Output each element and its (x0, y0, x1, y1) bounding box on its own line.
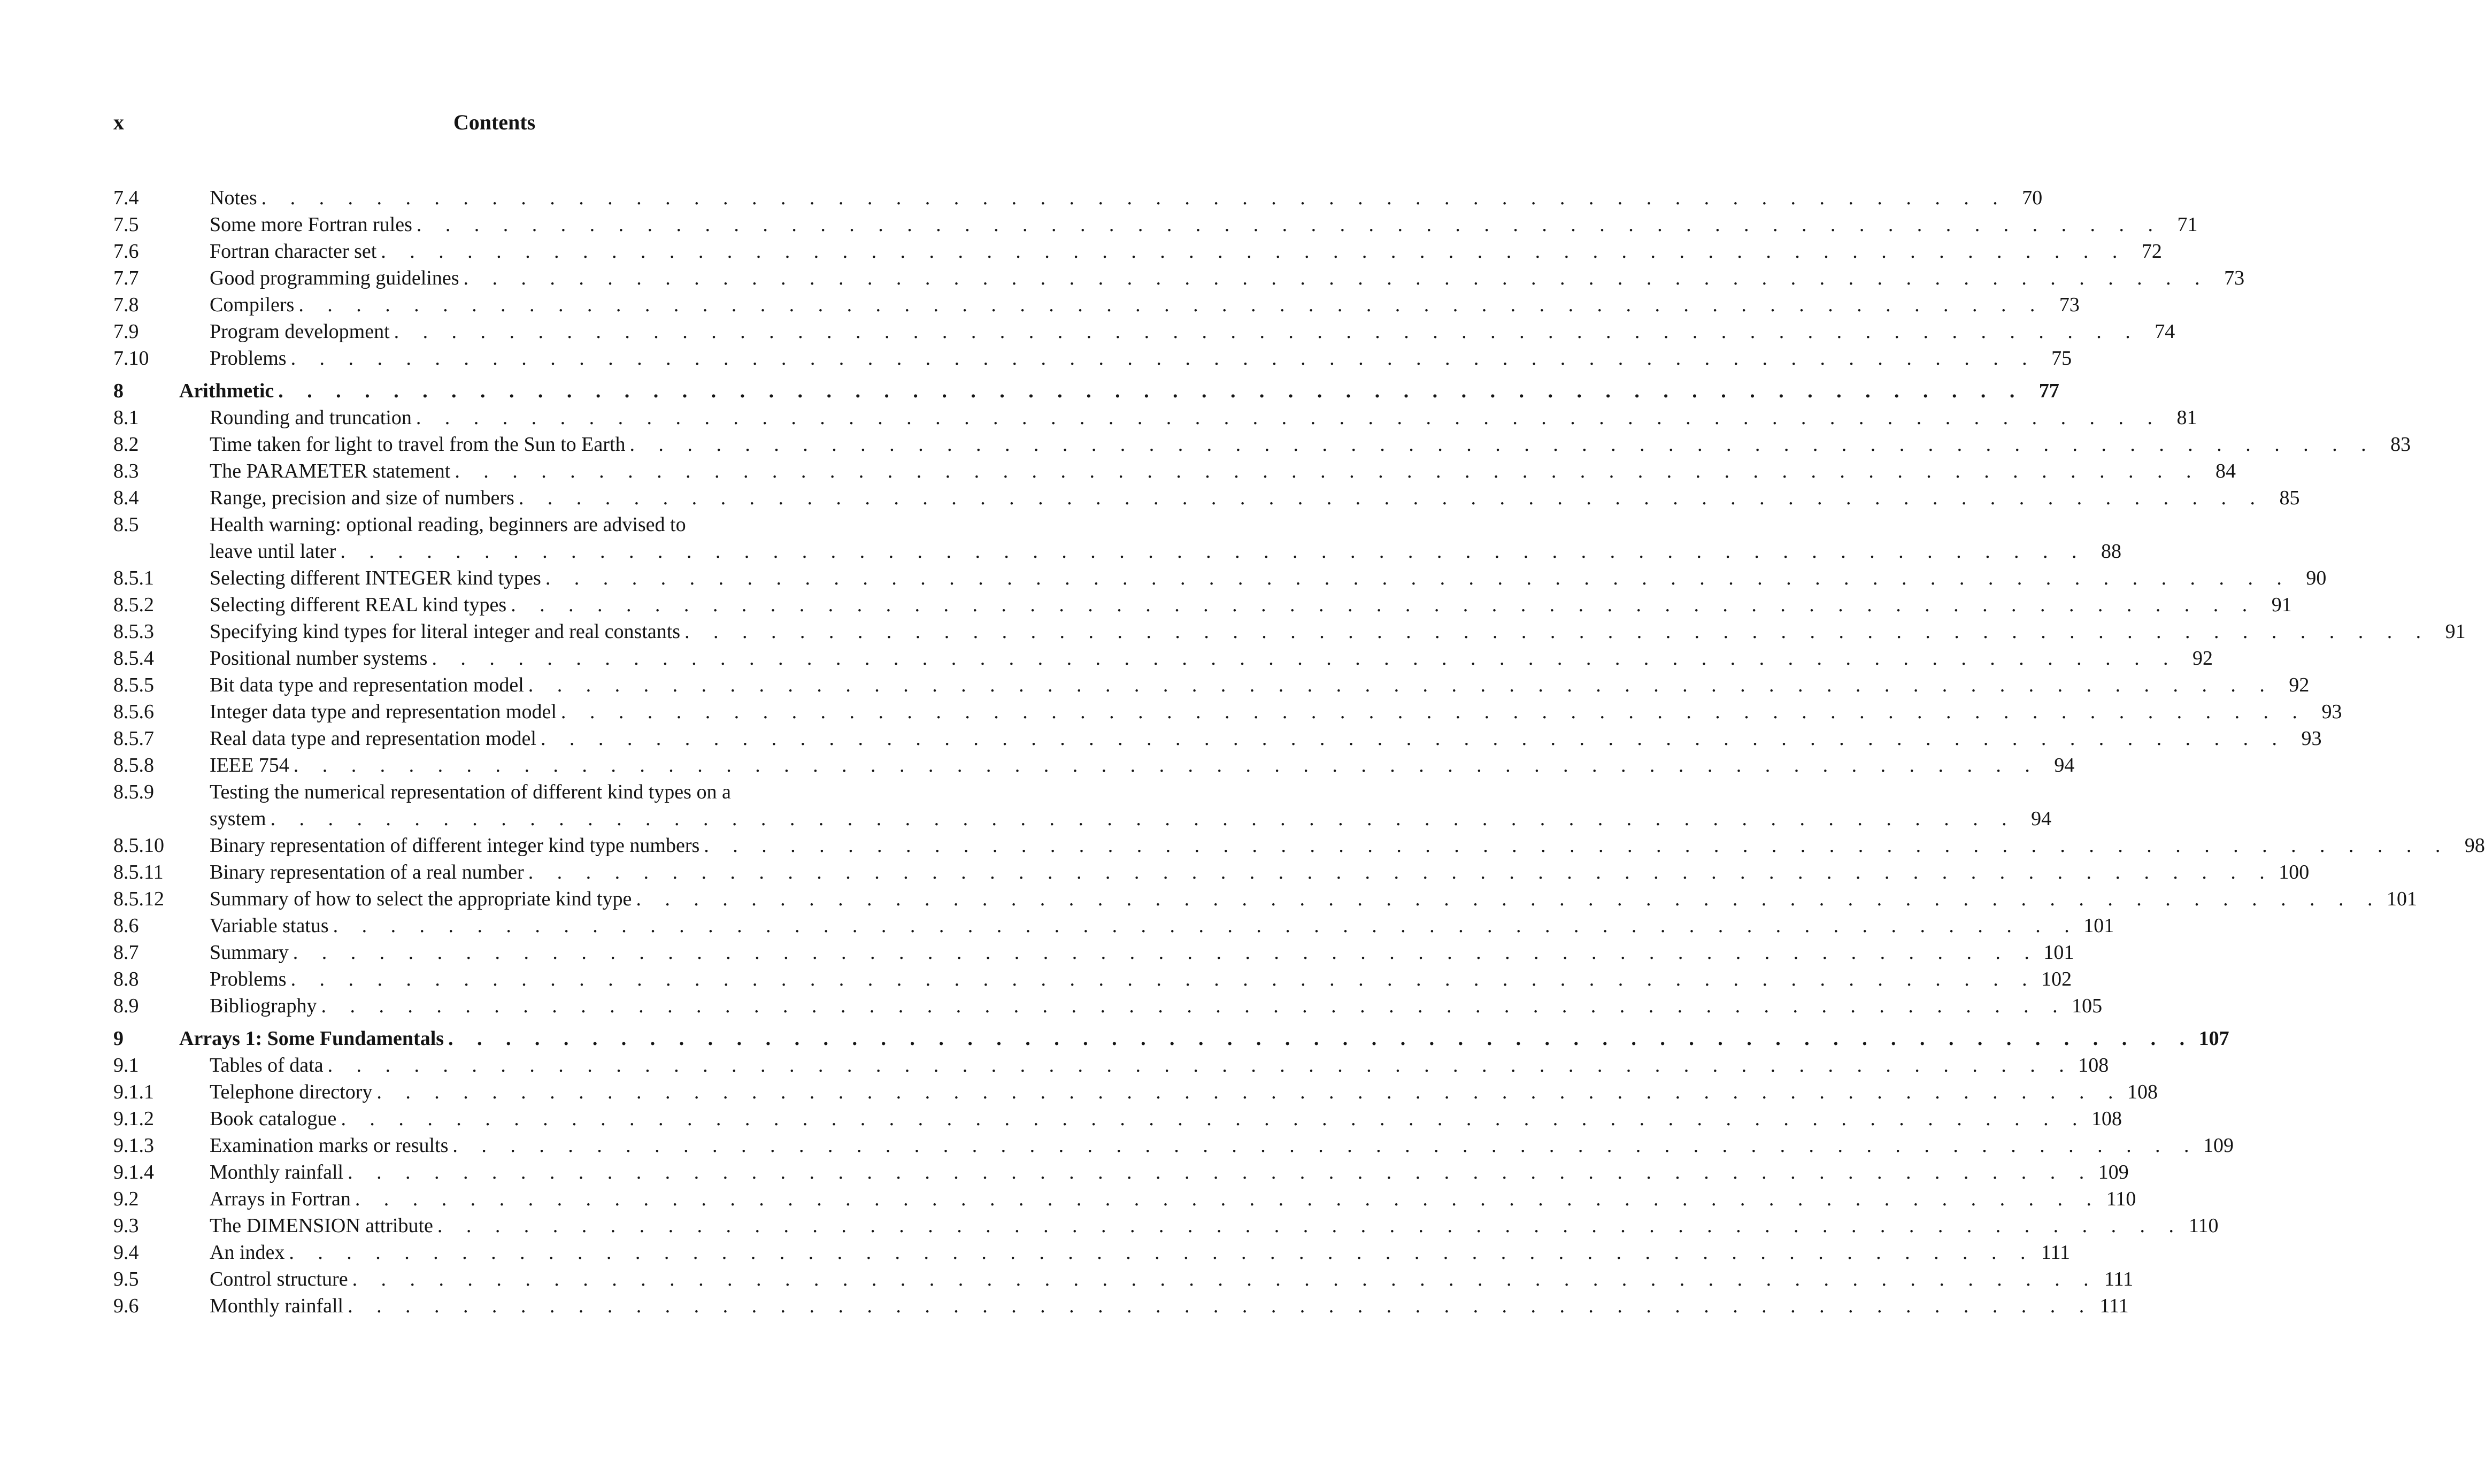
toc-dot-leader: . . . . . . . . . . . . . . . . . . . . . . . . . . . . . . . . . . . . . . . . . . . . . . . . . . . . . . . . . . . . . (629, 433, 2376, 456)
toc-entry-page: 98 (2464, 834, 2485, 857)
toc-entry-title: Positional number systems (210, 647, 428, 670)
toc-entry-page: 109 (2098, 1161, 2129, 1183)
toc-entry-title: Summary (210, 941, 289, 964)
toc-entry-number: 8.5.5 (113, 674, 154, 696)
toc-entry-title: Monthly rainfall (210, 1161, 344, 1183)
toc-entry-page: 93 (2301, 727, 2322, 750)
toc-entry-number: 9.1.2 (113, 1108, 154, 1130)
toc-entry-title: Arrays in Fortran (210, 1188, 351, 1210)
toc-dot-leader: . . . . . . . . . . . . . . . . . . . . . . . . . . . . . . . . . . . . . . . . . . . . . . . . . . . . . . . . . . . . . (290, 968, 2037, 990)
toc-entry-number: 9.3 (113, 1214, 139, 1237)
toc-entry-title: The DIMENSION attribute (210, 1214, 433, 1237)
toc-dot-leader: . . . . . . . . . . . . . . . . . . . . . . . . . . . . . . . . . . . . . . . . . . . . . . . . . . . . . . . . . . . . . (463, 267, 2210, 289)
toc-dot-leader: . . . . . . . . . . . . . . . . . . . . . . . . . . . . . . . . . . . . . . . . . . . . . . . . . . . . . . . . . . . . . (381, 240, 2127, 263)
toc-entry-title: Examination marks or results (210, 1134, 449, 1157)
toc-entry-title: Some more Fortran rules (210, 213, 412, 236)
toc-chapter-entry (113, 378, 2059, 404)
toc-entry-number: 8.5.10 (113, 834, 164, 857)
toc-dot-leader: . . . . . . . . . . . . . . . . . . . . . . . . . . . . . . . . . . . . . . . . . . . . . . . . . . . . . . . . . . . . . (416, 213, 2163, 236)
toc-entry (113, 265, 2245, 291)
toc-entry-title: An index (210, 1241, 285, 1264)
toc-entry-title: Program development (210, 320, 390, 343)
toc-dot-leader: . . . . . . . . . . . . . . . . . . . . . . . . . . . . . . . . . . . . . . . . . . . . . . . . . . . . . . . . . . . . . (455, 460, 2201, 482)
toc-entry-title: Problems (210, 968, 287, 990)
toc-entry (113, 511, 872, 538)
toc-entry-title: Integer data type and representation model (210, 701, 557, 723)
toc-entry-title: Binary representation of different integer kind type numbers (210, 834, 700, 857)
toc-entry-page: 110 (2106, 1188, 2136, 1210)
toc-dot-leader: . . . . . . . . . . . . . . . . . . . . . . . . . . . . . . . . . . . . . . . . . . . . . . . . . . . . . . . . . . . . . (511, 594, 2257, 616)
toc-entry-number: 7.9 (113, 320, 139, 343)
toc-entry-number: 8.2 (113, 433, 139, 456)
toc-entry-number: 8.3 (113, 460, 139, 482)
toc-entry-number: 8.1 (113, 406, 139, 429)
toc-entry (113, 591, 2292, 618)
toc-entry-page: 88 (2101, 540, 2121, 563)
toc-entry (113, 211, 2198, 238)
toc-entry-page: 111 (2099, 1295, 2129, 1317)
toc-entry-page: 81 (2176, 406, 2197, 429)
toc-entry-title: Variable status (210, 914, 329, 937)
toc-entry-title: system (210, 808, 266, 830)
toc-entry (113, 1105, 2122, 1132)
toc-entry-title: Time taken for light to travel from the Sun to Earth (210, 433, 626, 456)
toc-entry (113, 1186, 2136, 1212)
toc-dot-leader: . . . . . . . . . . . . . . . . . . . . . . . . . . . . . . . . . . . . . . . . . . . . . . . . . . . . . . . . . . . . . (341, 1108, 2087, 1130)
toc-entry-title: IEEE 754 (210, 754, 289, 776)
toc-entry-number: 8.5.2 (113, 594, 154, 616)
toc-entry-title: Selecting different REAL kind types (210, 594, 507, 616)
toc-dot-leader: . . . . . . . . . . . . . . . . . . . . . . . . . . . . . . . . . . . . . . . . . . . . . . . . . . . . . . . . . . . . . (394, 320, 2140, 343)
toc-entry (113, 318, 2175, 345)
toc-dot-leader: . . . . . . . . . . . . . . . . . . . . . . . . . . . . . . . . . . . . . . . . . . . . . . . . . . . . . . . . . . . . . (293, 941, 2039, 964)
toc-entry-title: Book catalogue (210, 1108, 337, 1130)
toc-dot-leader: . . . . . . . . . . . . . . . . . . . . . . . . . . . . . . . . . . . . . . . . . . . . . . . . . . . . . . . . . . . . . (348, 1161, 2094, 1183)
toc-entry (113, 458, 2236, 485)
toc-entry (113, 485, 2300, 511)
toc-entry-page: 107 (2198, 1027, 2229, 1050)
toc-entry (113, 672, 2310, 698)
toc-entry-page: 102 (2041, 968, 2072, 990)
toc-entry-page: 100 (2279, 861, 2310, 883)
toc-entry (113, 645, 2213, 672)
toc-entry-page: 108 (2091, 1108, 2122, 1130)
toc-entry-title: Range, precision and size of numbers (210, 487, 514, 509)
toc-entry-page: 111 (2041, 1241, 2070, 1264)
toc-entry (113, 725, 2322, 752)
toc-entry (113, 859, 2310, 886)
toc-entry (113, 238, 2162, 265)
toc-entry-number: 8.4 (113, 487, 139, 509)
toc-entry-page: 74 (2155, 320, 2175, 343)
toc-entry-page: 105 (2072, 995, 2103, 1017)
toc-entry-title: Rounding and truncation (210, 406, 412, 429)
toc-dot-leader: . . . . . . . . . . . . . . . . . . . . . . . . . . . . . . . . . . . . . . . . . . . . . . . . . . . . . . . . . . . . . (321, 995, 2067, 1017)
toc-entry-number: 8.5.12 (113, 888, 164, 910)
toc-entry-number: 9.5 (113, 1268, 139, 1290)
toc-entry-title: Compilers (210, 294, 295, 316)
toc-entry-page: 73 (2224, 267, 2245, 289)
toc-entry-number: 9.2 (113, 1188, 139, 1210)
toc-entry (113, 431, 2411, 458)
toc-entry-number: 8.5.11 (113, 861, 164, 883)
toc-entry (113, 538, 2121, 565)
toc-chapter-entry (113, 1025, 2229, 1052)
toc-dot-leader: . . . . . . . . . . . . . . . . . . . . . . . . . . . . . . . . . . . . . . . . . . . . . . . . . . . . . . . . . . . . . (376, 1081, 2122, 1103)
toc-entry-number: 8.5.9 (113, 781, 154, 803)
toc-entry-page: 109 (2203, 1134, 2234, 1157)
toc-entry-number: 9.6 (113, 1295, 139, 1317)
toc-dot-leader: . . . . . . . . . . . . . . . . . . . . . . . . . . . . . . . . . . . . . . . . . . . . . . . . . . . . . . . . . . . . . (545, 567, 2291, 589)
toc-entry-title: Binary representation of a real number (210, 861, 524, 883)
toc-dot-leader: . . . . . . . . . . . . . . . . . . . . . . . . . . . . . . . . . . . . . . . . . . . . . . . . . . . . . . . . . . . . . (432, 647, 2178, 670)
toc-entry-page: 101 (2083, 914, 2114, 937)
toc-entry (113, 966, 2072, 993)
toc-entry (113, 1266, 2134, 1293)
toc-entry-page: 71 (2177, 213, 2198, 236)
toc-dot-leader: . . . . . . . . . . . . . . . . . . . . . . . . . . . . . . . . . . . . . . . . . . . . . . . . . . . . . . . . . . . . . (298, 294, 2044, 316)
toc-entry-number: 7.8 (113, 294, 139, 316)
toc-entry (113, 1239, 2070, 1266)
toc-entry-page: 73 (2059, 294, 2080, 316)
toc-dot-leader: . . . . . . . . . . . . . . . . . . . . . . . . . . . . . . . . . . . . . . . . . . . . . . . . . . . . . . . . . . . . . (327, 1054, 2074, 1077)
toc-entry (113, 939, 2074, 966)
toc-entry-title: leave until later (210, 540, 336, 563)
page-number: x (113, 110, 124, 134)
toc-entry-title: Arrays 1: Some Fundamentals (179, 1027, 444, 1050)
toc-entry (113, 912, 2114, 939)
toc-entry-page: 101 (2386, 888, 2417, 910)
toc-entry-number: 8.7 (113, 941, 139, 964)
toc-entry-number: 8.5.8 (113, 754, 154, 776)
toc-entry-page: 83 (2390, 433, 2411, 456)
running-title: Contents (453, 110, 536, 134)
toc-entry (113, 1159, 2129, 1186)
toc-entry-page: 77 (2038, 380, 2059, 402)
toc-entry-page: 70 (2022, 187, 2043, 209)
toc-dot-leader: . . . . . . . . . . . . . . . . . . . . . . . . . . . . . . . . . . . . . . . . . . . . . . . . . . . . . . . . . . . . . (448, 1027, 2194, 1050)
toc-dot-leader: . . . . . . . . . . . . . . . . . . . . . . . . . . . . . . . . . . . . . . . . . . . . . . . . . . . . . . . . . . . . . (293, 754, 2040, 776)
toc-entry (113, 1079, 2158, 1105)
toc-entry-page: 93 (2321, 701, 2342, 723)
toc-dot-leader: . . . . . . . . . . . . . . . . . . . . . . . . . . . . . . . . . . . . . . . . . . . . . . . . . . . . . . . . . . . . . (261, 187, 2007, 209)
toc-dot-leader: . . . . . . . . . . . . . . . . . . . . . . . . . . . . . . . . . . . . . . . . . . . . . . . . . . . . . . . . . . . . . (352, 1268, 2098, 1290)
toc-entry (113, 404, 2197, 431)
toc-entry-page: 111 (2104, 1268, 2134, 1290)
toc-entry-number: 8.8 (113, 968, 139, 990)
toc-entry (113, 698, 2342, 725)
toc-entry-title: Real data type and representation model (210, 727, 536, 750)
toc-entry-number: 7.5 (113, 213, 139, 236)
toc-entry-number: 8.5 (113, 513, 139, 536)
toc-entry-page: 91 (2445, 620, 2466, 643)
toc-dot-leader: . . . . . . . . . . . . . . . . . . . . . . . . . . . . . . . . . . . . . . . . . . . . . . . . . . . . . . . . . . . . . (684, 620, 2430, 643)
toc-entry-title: The PARAMETER statement (210, 460, 451, 482)
toc-dot-leader: . . . . . . . . . . . . . . . . . . . . . . . . . . . . . . . . . . . . . . . . . . . . . . . . . . . . . . . . . . . . . (340, 540, 2086, 563)
toc-entry (113, 832, 2485, 859)
toc-entry (113, 565, 2327, 591)
page-header (113, 110, 875, 140)
toc-dot-leader: . . . . . . . . . . . . . . . . . . . . . . . . . . . . . . . . . . . . . . . . . . . . . . . . . . . . . . . . . . . . . (355, 1188, 2101, 1210)
toc-entry-page: 108 (2078, 1054, 2109, 1077)
toc-entry-number: 7.4 (113, 187, 139, 209)
toc-entry-page: 92 (2289, 674, 2310, 696)
toc-entry-title: Arithmetic (179, 380, 274, 402)
toc-dot-leader: . . . . . . . . . . . . . . . . . . . . . . . . . . . . . . . . . . . . . . . . . . . . . . . . . . . . . . . . . . . . . (560, 701, 2307, 723)
toc-entry-page: 101 (2043, 941, 2074, 964)
toc-dot-leader: . . . . . . . . . . . . . . . . . . . . . . . . . . . . . . . . . . . . . . . . . . . . . . . . . . . . . . . . . . . . . (528, 674, 2274, 696)
toc-dot-leader: . . . . . . . . . . . . . . . . . . . . . . . . . . . . . . . . . . . . . . . . . . . . . . . . . . . . . . . . . . . . . (518, 487, 2265, 509)
toc-entry-title: Control structure (210, 1268, 348, 1290)
toc-entry (113, 184, 2043, 211)
toc-entry-title: Notes (210, 187, 257, 209)
toc-dot-leader: . . . . . . . . . . . . . . . . . . . . . . . . . . . . . . . . . . . . . . . . . . . . . . . . . . . . . . . . . . . . . (278, 380, 2024, 402)
toc-entry-title: Telephone directory (210, 1081, 373, 1103)
toc-entry-page: 94 (2054, 754, 2075, 776)
toc-entry-title: Fortran character set (210, 240, 377, 263)
toc-dot-leader: . . . . . . . . . . . . . . . . . . . . . . . . . . . . . . . . . . . . . . . . . . . . . . . . . . . . . . . . . . . . . (348, 1295, 2094, 1317)
toc-entry-number: 9.1.1 (113, 1081, 154, 1103)
toc-entry-title: Testing the numerical representation of different kind types on a (210, 781, 731, 803)
toc-entry-number: 8 (113, 380, 124, 402)
toc-entry-title: Bibliography (210, 995, 317, 1017)
toc-entry (113, 805, 2052, 832)
toc-entry-title: Monthly rainfall (210, 1295, 344, 1317)
toc-entry (113, 618, 2466, 645)
toc-entry-page: 75 (2051, 347, 2072, 370)
toc-entry (113, 1212, 2219, 1239)
toc-entry-number: 8.6 (113, 914, 139, 937)
toc-entry (113, 752, 2075, 779)
toc-entry (113, 345, 2072, 372)
toc-entry-page: 90 (2306, 567, 2327, 589)
toc-entry-number: 8.5.4 (113, 647, 154, 670)
toc-dot-leader: . . . . . . . . . . . . . . . . . . . . . . . . . . . . . . . . . . . . . . . . . . . . . . . . . . . . . . . . . . . . . (289, 1241, 2035, 1264)
toc-entry (113, 779, 872, 805)
toc-entry-number: 9.1.3 (113, 1134, 154, 1157)
toc-dot-leader: . . . . . . . . . . . . . . . . . . . . . . . . . . . . . . . . . . . . . . . . . . . . . . . . . . . . . . . . . . . . . (333, 914, 2079, 937)
toc-dot-leader: . . . . . . . . . . . . . . . . . . . . . . . . . . . . . . . . . . . . . . . . . . . . . . . . . . . . . . . . . . . . . (636, 888, 2382, 910)
toc-entry-title: Selecting different INTEGER kind types (210, 567, 541, 589)
toc-entry-title: Tables of data (210, 1054, 324, 1077)
toc-entry-number: 9 (113, 1027, 124, 1050)
toc-entry-number: 9.1 (113, 1054, 139, 1077)
toc-entry (113, 291, 2080, 318)
toc-entry-number: 8.5.7 (113, 727, 154, 750)
toc-dot-leader: . . . . . . . . . . . . . . . . . . . . . . . . . . . . . . . . . . . . . . . . . . . . . . . . . . . . . . . . . . . . . (437, 1214, 2183, 1237)
toc-entry-number: 7.7 (113, 267, 139, 289)
toc-entry-number: 8.5.3 (113, 620, 154, 643)
toc-entry-page: 110 (2188, 1214, 2219, 1237)
toc-entry-page: 108 (2127, 1081, 2158, 1103)
toc-entry-title: Problems (210, 347, 287, 370)
toc-entry-number: 9.1.4 (113, 1161, 154, 1183)
toc-entry-title: Health warning: optional reading, beginners are advised to (210, 513, 686, 536)
toc-dot-leader: . . . . . . . . . . . . . . . . . . . . . . . . . . . . . . . . . . . . . . . . . . . . . . . . . . . . . . . . . . . . . (540, 727, 2287, 750)
toc-dot-leader: . . . . . . . . . . . . . . . . . . . . . . . . . . . . . . . . . . . . . . . . . . . . . . . . . . . . . . . . . . . . . (528, 861, 2274, 883)
toc-dot-leader: . . . . . . . . . . . . . . . . . . . . . . . . . . . . . . . . . . . . . . . . . . . . . . . . . . . . . . . . . . . . . (416, 406, 2162, 429)
toc-dot-leader: . . . . . . . . . . . . . . . . . . . . . . . . . . . . . . . . . . . . . . . . . . . . . . . . . . . . . . . . . . . . . (290, 347, 2037, 370)
toc-entry-page: 92 (2192, 647, 2213, 670)
toc-entry (113, 993, 2103, 1019)
toc-entry (113, 1293, 2129, 1319)
toc-entry-page: 91 (2271, 594, 2292, 616)
toc-entry-title: Good programming guidelines (210, 267, 459, 289)
toc-dot-leader: . . . . . . . . . . . . . . . . . . . . . . . . . . . . . . . . . . . . . . . . . . . . . . . . . . . . . . . . . . . . . (452, 1134, 2199, 1157)
toc-entry-page: 84 (2215, 460, 2236, 482)
toc-entry-title: Bit data type and representation model (210, 674, 524, 696)
toc-entry (113, 1052, 2109, 1079)
toc-entry (113, 1132, 2234, 1159)
toc-entry-number: 7.6 (113, 240, 139, 263)
toc-entry-title: Specifying kind types for literal integer and real constants (210, 620, 681, 643)
toc-entry-number: 8.5.6 (113, 701, 154, 723)
toc-dot-leader: . . . . . . . . . . . . . . . . . . . . . . . . . . . . . . . . . . . . . . . . . . . . . . . . . . . . . . . . . . . . . (704, 834, 2450, 857)
toc-entry-page: 94 (2031, 808, 2052, 830)
toc-entry-title: Summary of how to select the appropriate kind type (210, 888, 632, 910)
toc-entry (113, 886, 2417, 912)
toc-entry-number: 7.10 (113, 347, 149, 370)
table-of-contents (113, 184, 2485, 1319)
toc-dot-leader: . . . . . . . . . . . . . . . . . . . . . . . . . . . . . . . . . . . . . . . . . . . . . . . . . . . . . . . . . . . . . (270, 808, 2017, 830)
toc-entry-number: 8.9 (113, 995, 139, 1017)
toc-entry-number: 8.5.1 (113, 567, 154, 589)
toc-entry-number: 9.4 (113, 1241, 139, 1264)
toc-entry-page: 85 (2279, 487, 2300, 509)
toc-entry-page: 72 (2141, 240, 2162, 263)
